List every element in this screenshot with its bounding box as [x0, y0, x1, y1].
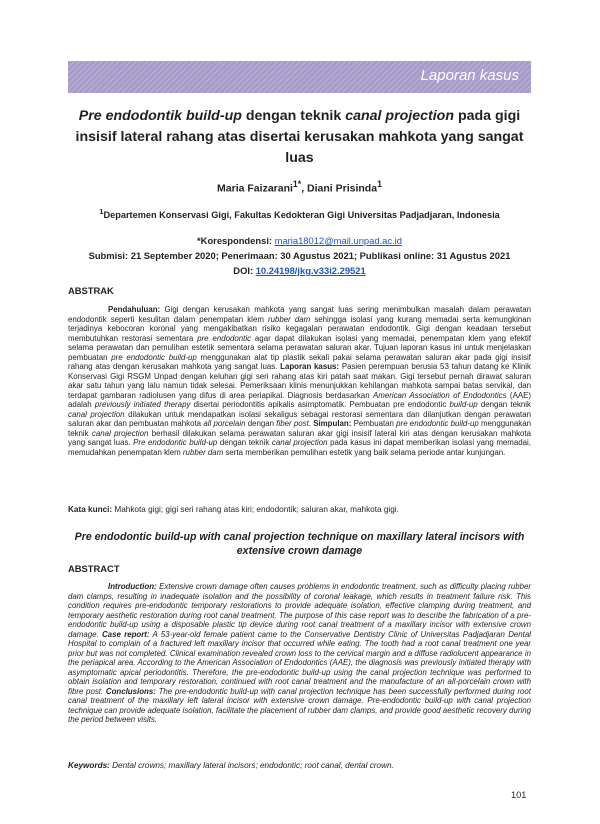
- abstrak-italic: Pre endodontic build-up: [133, 438, 218, 447]
- author-2: , Diani Prisinda: [301, 182, 378, 195]
- abstrak-italic: build-up: [449, 400, 478, 409]
- label-introduction: Introduction:: [108, 582, 157, 591]
- title-text-1: dengan teknik: [241, 108, 346, 124]
- doi-label: DOI:: [233, 265, 256, 276]
- correspondence-email-link[interactable]: maria18012@mail.unpad.ac.id: [274, 235, 402, 246]
- author-2-sup: 1: [377, 179, 382, 189]
- correspondence-label: *Korespondensi:: [197, 235, 275, 246]
- abstrak-seg: agar dapat dilakukan isolasi yang memadai, penempatan klem yang efektif selama perawatan dan pemulihan estetik sementara selama perawatan saluran akar. Tujuan laporan kasus ini untuk menjelaskan pembuatan: [68, 333, 531, 362]
- abstract-heading: ABSTRACT: [68, 563, 120, 574]
- abstrak-seg: dilakukan untuk mendapatkan isolasi sekaligus sebagai restorasi sementara dan dilanjutkan dengan perawatan saluran akar dan pembuatan mahkota: [68, 409, 531, 428]
- author-1-sup: 1*: [292, 179, 302, 189]
- abstrak-heading: ABSTRAK: [68, 285, 114, 296]
- abstrak-italic: canal projection: [271, 438, 328, 447]
- author-list: [68, 179, 531, 195]
- abstrak-seg: Pembuatan: [351, 419, 397, 428]
- submission-dates: Submisi: 21 September 2020; Penerimaan: 30 Agustus 2021; Publikasi online: 31 Agustus 2021: [88, 250, 511, 261]
- keywords-text: Dental crowns; maxillary lateral incisors; endodontic; root canal, dental crown.: [109, 761, 394, 770]
- abstrak-seg: Gigi dengan kerusakan mahkota yang sangat luas sering menimbulkan masalah dalam perawatan endodontik seperti kesulitan dalam penempatan klem: [68, 305, 531, 324]
- label-case-report: Case report:: [101, 629, 150, 639]
- section-label: Laporan kasus: [420, 67, 519, 84]
- page-number: 101: [511, 790, 527, 800]
- abstrak-seg: Pasien perempuan berusia 53 tahun datang ke Klinik Konservasi Gigi RSGM Unpad dengan keluhan gigi seri rahang atas kiri patah saat makan. Gigi tersebut pernah dirawat saluran akar satu tahun yang lalu namun tidak selesai. Pemeriksaan klinis menunjukkan kehilangan mahkota sampai batas servikal, dan terdapat gambaran radiolusen yang difus di area periapikal. Diagnosis berdasarkan: [68, 362, 531, 400]
- correspondence: [68, 235, 531, 246]
- abstrak-italic: rubber dam: [182, 447, 224, 457]
- doi-line: [68, 265, 531, 276]
- doi-link[interactable]: 10.24198/jkg.v33i2.29521: [255, 265, 366, 276]
- abstrak-seg: (AAE) adalah: [68, 390, 531, 409]
- abstract-seg: A 53-year-old female patient came to the Conservative Dentistry Clinic of Universitas Padjadjaran Dental Hospital to complain of a fractured left maxillary incisor that occurred while eating. The tooth had a root canal treatment one year prior but was not completed. Clinical examination revealed crown loss to the cervical margin and a diffuse radiolucent appearance in the periapical area. According to the American Association of Endodontics (AAE), the diagnosis was previously initiated therapy with asymptomatic apical periodontitis. Therefore, the pre-endodontic build-up using the canal projection technique was performed to obtain isolation and temporary restoration, continued with root canal treatment and the manufacture of an all-porcelain crown with fibre post.: [68, 629, 531, 696]
- label-laporan-kasus: Laporan kasus:: [280, 362, 340, 371]
- affiliation-text: Departemen Konservasi Gigi, Fakultas Kedokteran Gigi Universitas Padjadjaran, Indonesia: [103, 210, 500, 221]
- abstract-seg: Extensive crown damage often causes problems in endodontic treatment, such as difficulty placing rubber dam clamps, resulting in inadequate isolation and the possibility of coronal leakage, which results in treatment failure risk. This condition requires pre-endodontic temporary restorations to provide adequate isolation, effective clamping during treatment, and temporary aesthetic restoration during root canal treatment. The purpose of this case report was to describe the fabrication of a pre-endodontic build-up using a disposable plastic tip device during root canal treatment of a maxillary incisor with extensive crown damage.: [68, 582, 531, 639]
- title-text-2: pada gigi insisif lateral rahang atas disertai kerusakan mahkota yang sangat luas: [75, 108, 524, 166]
- abstrak-italic: fiber post: [276, 419, 309, 428]
- abstrak-italic: pre endodontic build-up: [111, 352, 197, 362]
- abstrak-body: [68, 305, 531, 457]
- author-1: Maria Faizarani: [217, 182, 293, 195]
- english-title: Pre endodontic build-up with canal projection technique on maxillary lateral incisors with extensive crown damage: [74, 531, 525, 557]
- label-simpulan: Simpulan:: [313, 419, 352, 428]
- abstrak-italic: canal projection: [91, 428, 149, 438]
- affiliation-sup: 1: [99, 207, 104, 216]
- kata-kunci: [68, 505, 531, 514]
- title-italic-1: Pre endodontik build-up: [78, 108, 242, 124]
- abstrak-italic: rubber dam: [268, 314, 311, 324]
- abstract-body: [68, 582, 531, 725]
- abstrak-seg: dengan: [245, 419, 277, 428]
- abstrak-seg: berhasil dilakukan selama perawatan saluran akar gigi insisif lateral kiri atas dengan kerusakan mahkota yang sangat luas.: [68, 428, 531, 447]
- affiliation: [68, 207, 531, 220]
- abstrak-seg: .: [308, 419, 314, 428]
- abstrak-seg: sehingga isolasi yang kurang memadai serta kemungkinan terjadinya kebocoran koronal yang mengakibatkan risiko kegagalan perawatan endodontik. Gigi dengan keadaan tersebut membutuhkan restorasi sementara: [68, 314, 531, 343]
- abstrak-italic: all porcelain: [203, 419, 246, 428]
- abstrak-seg: dengan teknik: [217, 438, 272, 447]
- kata-kunci-label: Kata kunci:: [68, 505, 113, 514]
- keywords-label: Keywords:: [68, 761, 110, 770]
- label-pendahuluan: Pendahuluan:: [108, 305, 161, 314]
- abstrak-seg: disertai periodontitis apikalis asimptomatik. Pembuatan pre endodontic: [190, 400, 450, 409]
- abstrak-italic: American Association of Endodontics: [372, 390, 507, 400]
- abstrak-seg: serta memberikan pemulihan estetik yang baik selama periode antar kunjungan.: [223, 447, 506, 457]
- section-banner: [68, 61, 531, 93]
- title-italic-2: canal projection: [345, 108, 454, 124]
- abstract-seg: The pre-endodontic build-up with canal projection technique has been successfully performed during root canal treatment of the maxillary left lateral incisor with extensive crown damage. Pre-endodontic build-up with canal projection technique can provide adequate isolation, facilitate the placement of rubber dam clamps, and provide good aesthetic recovery during the period between visits.: [68, 686, 531, 724]
- abstrak-italic: pre endodontic build-up: [396, 419, 479, 428]
- abstrak-seg: pada kasus ini dapat memberikan isolasi yang memadai, memudahkan penempatan klem: [68, 438, 531, 457]
- abstrak-seg: dengan teknik: [477, 400, 531, 409]
- abstrak-italic: canal projection: [68, 409, 125, 419]
- article-title: [68, 106, 531, 169]
- keywords: [68, 761, 531, 770]
- abstrak-seg: menggunakan alat tip plastik sekali pakai selama perawatan saluran akar pada gigi insisif rahang atas dengan kerusakan mahkota yang sangat luas.: [68, 352, 531, 371]
- abstrak-italic: pre endodontic: [197, 333, 252, 343]
- abstrak-seg: menggunakan teknik: [68, 419, 531, 438]
- abstrak-italic: previously initiated therapy: [94, 400, 191, 409]
- label-conclusions: Conclusions:: [105, 686, 156, 696]
- kata-kunci-text: Mahkota gigi; gigi seri rahang atas kiri; endodontik; saluran akar, mahkota gigi.: [112, 505, 399, 514]
